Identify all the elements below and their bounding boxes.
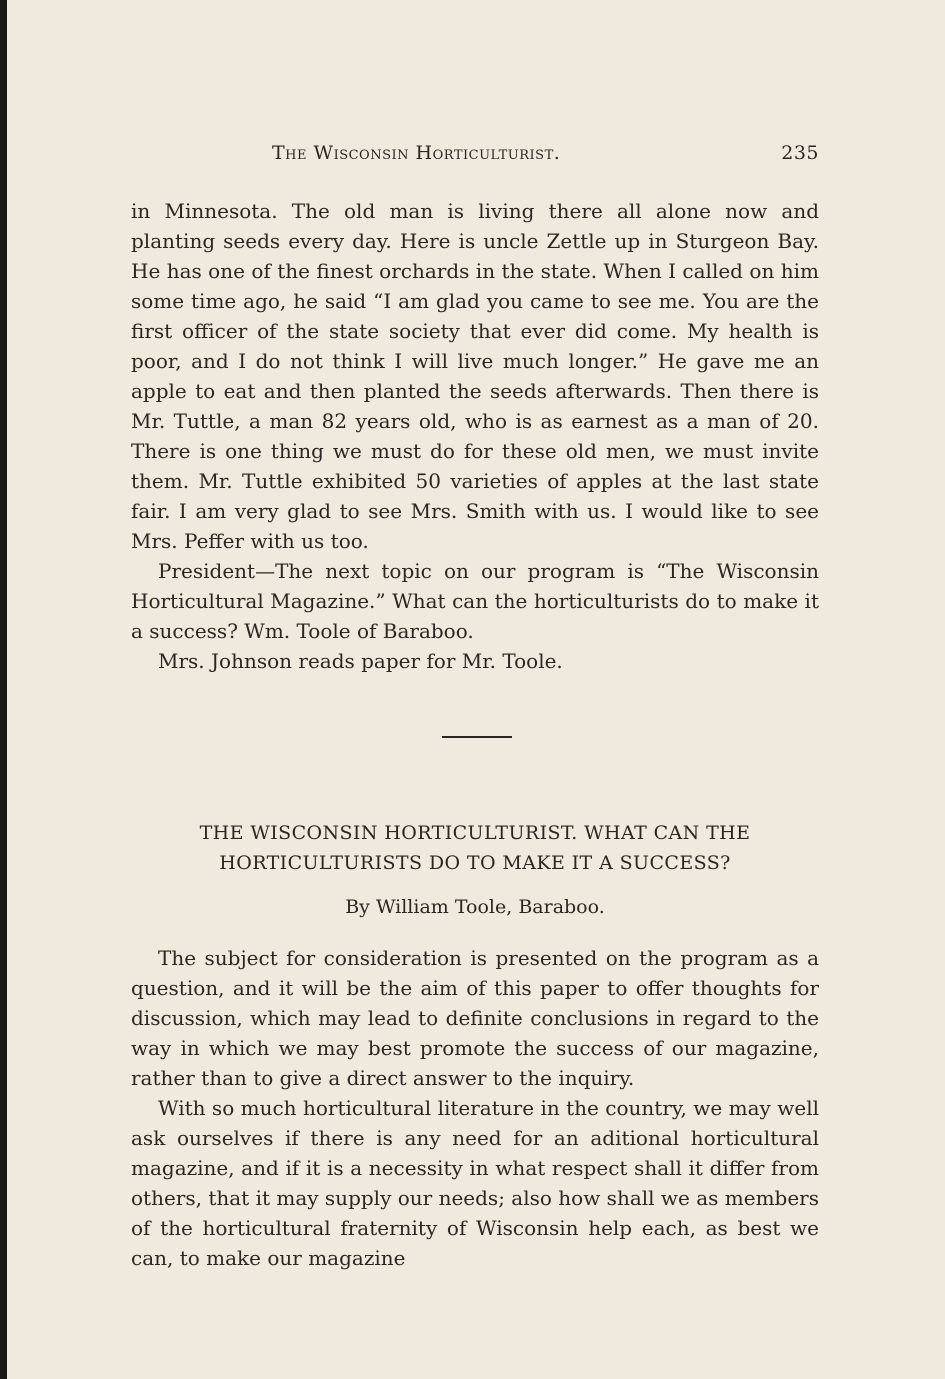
article-title-line: HORTICULTURISTS DO TO MAKE IT A SUCCESS? (219, 852, 731, 874)
paragraph: The subject for consideration is presented on the program as a question, and it will be the aim of this paper to offer thoughts for discussion, which may lead to definite conclusions in regard to the way in which we may best promote the success of our magazine, rather than to give a direct answer to the inquiry. (131, 946, 819, 1090)
article-title (131, 818, 819, 878)
byline: By William Toole, Baraboo. (345, 896, 605, 918)
running-head (131, 142, 819, 170)
page-number: 235 (781, 142, 819, 164)
paragraph: Mrs. Johnson reads paper for Mr. Toole. (158, 649, 563, 673)
article-title-line: THE WISCONSIN HORTICULTURIST. WHAT CAN THE (199, 822, 751, 844)
paragraph: in Minnesota. The old man is living there all alone now and planting seeds every day. Here is uncle Zettle up in Sturgeon Bay. He has one of the finest orchards in the state. When I called on him some time ago, he said “I am glad you came to see me. You are the first officer of the state society that ever did come. My health is poor, and I do not think I will live much longer.” He gave me an apple to eat and then planted the seeds afterwards. Then there is Mr. Tuttle, a man 82 years old, who is as earnest as a man of 20. There is one thing we must do for these old men, we must invite them. Mr. Tuttle exhibited 50 varieties of apples at the last state fair. I am very glad to see Mrs. Smith with us. I would like to see Mrs. Peffer with us too. (131, 199, 819, 553)
section-divider (442, 736, 512, 738)
paragraph: President—The next topic on our program is “The Wisconsin Horticultural Magazine.” What can the horticulturists do to make it a success? Wm. Toole of Baraboo. (131, 559, 819, 643)
book-page (131, 142, 819, 1273)
page-edge (0, 0, 7, 1379)
article-body (131, 943, 819, 1273)
continued-text (131, 196, 819, 676)
paragraph: With so much horticultural literature in the country, we may well ask ourselves if there is any need for an aditional horticultural magazine, and if it is a necessity in what respect shall it differ from others, that it may supply our needs; also how shall we as members of the horticultural fraternity of Wisconsin help each, as best we can, to make our magazine (131, 1096, 819, 1270)
running-head-title: The Wisconsin Horticulturist. (272, 142, 561, 164)
